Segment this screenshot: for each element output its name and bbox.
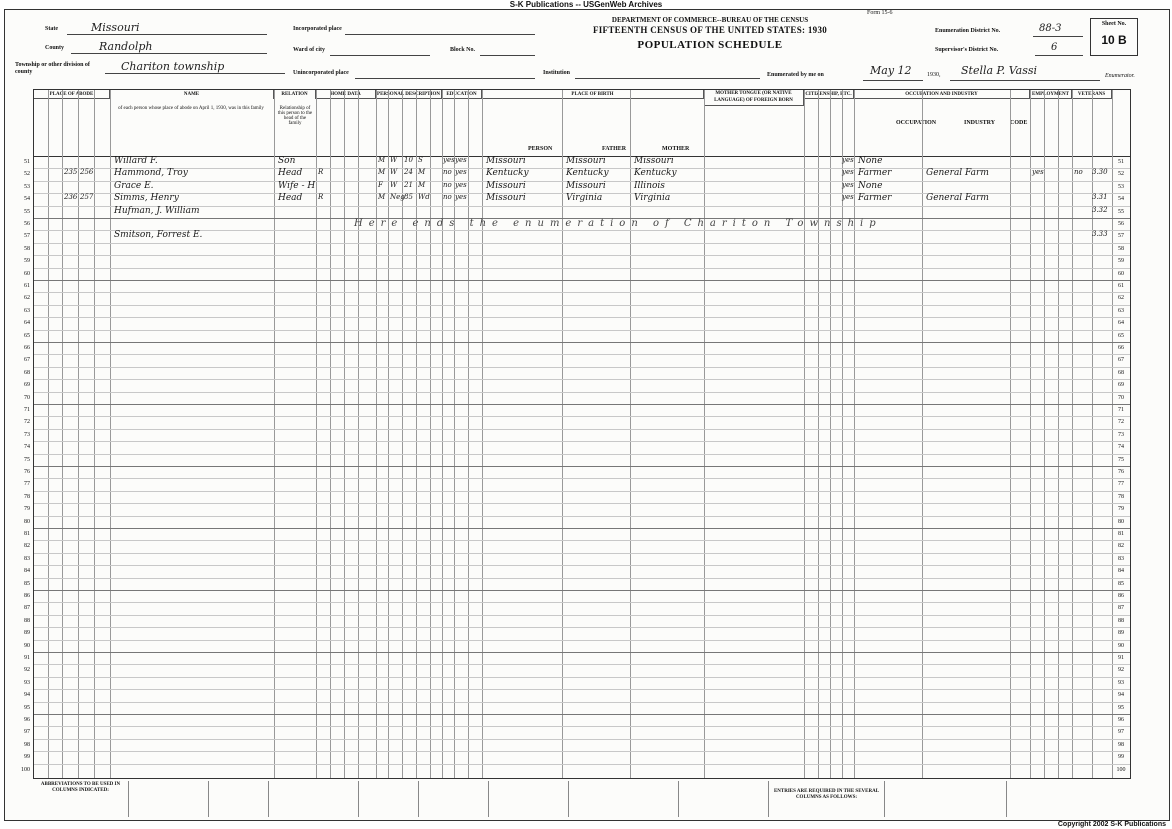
read-value: yes xyxy=(455,193,467,202)
line-number-right: 69 xyxy=(1118,382,1124,389)
line-number-right: 81 xyxy=(1118,531,1124,537)
line-number-left: 58 xyxy=(24,245,30,252)
line-number-left: 54 xyxy=(24,196,30,203)
line-number-right: 71 xyxy=(1118,407,1124,413)
grid-row-line xyxy=(34,565,1130,566)
unincorporated-label: Unincorporated place xyxy=(293,70,349,76)
dwelling-number: 235 xyxy=(64,168,78,177)
occupation-value: None xyxy=(858,180,883,191)
line-number-left: 79 xyxy=(24,506,30,513)
line-number-left: 87 xyxy=(24,605,30,612)
group-home-data: HOME DATA xyxy=(316,90,376,99)
grid-row-line xyxy=(34,627,1130,628)
line-number-left: 61 xyxy=(24,283,30,289)
line-number-left: 60 xyxy=(24,270,30,277)
line-number-right: 66 xyxy=(1118,345,1124,351)
group-citizenship: CITIZENSHIP, ETC. xyxy=(804,90,854,99)
line-number-left: 69 xyxy=(24,382,30,389)
read-value: yes xyxy=(455,168,467,177)
line-number-right: 98 xyxy=(1118,741,1124,748)
line-number-right: 54 xyxy=(1118,196,1124,203)
group-employment: EMPLOYMENT xyxy=(1030,90,1072,99)
line-number-right: 87 xyxy=(1118,605,1124,612)
line-number-right: 91 xyxy=(1118,655,1124,661)
department-title: DEPARTMENT OF COMMERCE--BUREAU OF THE CENSUS xyxy=(611,16,809,24)
grid-row-line xyxy=(34,640,1130,641)
right-margin-code: 3.32 xyxy=(1092,205,1108,214)
county-label: County xyxy=(45,45,65,51)
archive-banner: S-K Publications -- USGenWeb Archives xyxy=(509,0,663,9)
line-number-right: 57 xyxy=(1118,233,1124,240)
grid-row-line xyxy=(34,379,1130,380)
line-number-left: 75 xyxy=(24,456,30,463)
line-number-right: 64 xyxy=(1118,320,1124,327)
english-value: yes xyxy=(842,156,854,164)
line-number-left: 77 xyxy=(24,481,30,488)
line-number-right: 94 xyxy=(1118,692,1124,699)
county-value: Randolph xyxy=(99,40,153,53)
home-tenure: R xyxy=(318,193,324,202)
grid-row-line xyxy=(34,441,1130,442)
sheet-value: 10 B xyxy=(1101,33,1127,47)
line-number-left: 85 xyxy=(24,580,30,587)
line-number-left: 80 xyxy=(24,518,30,525)
line-number-right: 62 xyxy=(1118,295,1124,302)
line-number-left: 89 xyxy=(24,630,30,637)
right-margin-code: 3.33 xyxy=(1092,230,1108,239)
line-number-right: 85 xyxy=(1118,580,1124,587)
relation-value: Son xyxy=(278,156,296,166)
line-number-left: 78 xyxy=(24,493,30,500)
form-number: Form 15-6 xyxy=(867,10,893,16)
grid-row-line xyxy=(34,330,1130,331)
abbreviations-title: ABBREVIATIONS TO BE USED IN COLUMNS INDICATED: xyxy=(33,781,129,817)
grid-row-line xyxy=(34,578,1130,579)
line-number-left: 59 xyxy=(24,258,30,265)
township-label: Township or other division of county xyxy=(15,62,90,75)
line-number-right: 96 xyxy=(1118,717,1124,723)
grid-row-line xyxy=(34,292,1130,293)
line-number-left: 83 xyxy=(24,555,30,562)
supervisor-value: 6 xyxy=(1051,42,1058,53)
race-value: Neg xyxy=(390,193,405,202)
line-number-right: 82 xyxy=(1118,543,1124,550)
group-place-of-birth: PLACE OF BIRTH xyxy=(482,90,704,99)
person-name: Hufman, J. William xyxy=(114,205,200,216)
family-number: 256 xyxy=(80,168,94,177)
grid-row-line xyxy=(34,255,1130,256)
line-number-left: 82 xyxy=(24,543,30,550)
grid-row-line xyxy=(34,354,1130,355)
line-number-right: 90 xyxy=(1118,642,1124,649)
sex-value: M xyxy=(378,168,386,177)
school-value: yes xyxy=(443,156,455,164)
birthplace-father: Missouri xyxy=(566,180,606,191)
english-value: yes xyxy=(842,168,854,177)
marital-value: Wd xyxy=(418,193,430,202)
grid-row-line xyxy=(34,454,1130,455)
line-number-left: 88 xyxy=(24,617,30,624)
industry-value: General Farm xyxy=(926,168,989,179)
grid-row-line xyxy=(34,590,1130,591)
marital-value: M xyxy=(418,168,426,177)
grid-row-line xyxy=(34,367,1130,368)
marital-value: M xyxy=(418,180,426,189)
race-value: W xyxy=(390,156,398,164)
line-number-right: 100 xyxy=(1116,766,1126,773)
race-value: W xyxy=(390,168,398,177)
marital-value: S xyxy=(418,156,423,164)
line-number-right: 59 xyxy=(1118,258,1124,265)
right-margin-code: 3.30 xyxy=(1092,168,1108,177)
grid-row-line xyxy=(34,429,1130,430)
person-name: Grace E. xyxy=(114,180,154,191)
dwelling-number: 236 xyxy=(64,193,78,202)
line-number-left: 67 xyxy=(24,357,30,364)
line-number-right: 55 xyxy=(1118,208,1124,215)
line-number-left: 94 xyxy=(24,692,30,699)
birthplace-mother: Kentucky xyxy=(634,168,677,179)
line-number-right: 92 xyxy=(1118,667,1124,674)
schedule-title: POPULATION SCHEDULE xyxy=(637,39,783,51)
line-number-left: 63 xyxy=(24,307,30,314)
grid-row-line xyxy=(34,714,1130,715)
age-value: 10 xyxy=(404,156,413,164)
line-number-right: 58 xyxy=(1118,245,1124,252)
line-number-right: 73 xyxy=(1118,431,1124,438)
birth-mother-head: MOTHER xyxy=(662,146,690,152)
person-name: Simms, Henry xyxy=(114,193,179,204)
grid-row-line xyxy=(34,317,1130,318)
state-value: Missouri xyxy=(91,21,140,34)
line-number-right: 88 xyxy=(1118,617,1124,624)
sheet-number-box xyxy=(1090,18,1138,56)
relation-column-desc: Relationship of this person to the head of the family xyxy=(277,106,313,126)
grid-row-line xyxy=(34,726,1130,727)
end-of-enumeration-remark: Here ends the enumeration of Chariton Township xyxy=(354,218,882,229)
family-number: 257 xyxy=(80,193,94,202)
grid-row-line xyxy=(34,342,1130,343)
home-tenure: R xyxy=(318,168,324,177)
grid-row-line xyxy=(34,652,1130,653)
birthplace-person: Missouri xyxy=(486,156,526,166)
birthplace-person: Missouri xyxy=(486,193,526,204)
group-personal: PERSONAL DESCRIPTION xyxy=(376,90,442,99)
group-relation: RELATION xyxy=(274,90,316,99)
grid-row-line xyxy=(34,764,1130,765)
line-number-right: 68 xyxy=(1118,369,1124,376)
grid-row-line xyxy=(34,702,1130,703)
grid-row-line xyxy=(34,615,1130,616)
person-name: Hammond, Troy xyxy=(114,168,188,179)
line-number-left: 100 xyxy=(21,766,30,773)
veteran-value: no xyxy=(1074,168,1083,177)
grid-row-line xyxy=(34,516,1130,517)
group-occupation: OCCUPATION AND INDUSTRY xyxy=(854,90,1030,99)
birth-father-head: FATHER xyxy=(602,146,627,152)
school-value: no xyxy=(443,180,452,189)
line-number-right: 95 xyxy=(1118,704,1124,711)
birthplace-mother: Illinois xyxy=(634,180,665,191)
enum-district-label: Enumeration District No. xyxy=(935,28,1001,34)
birthplace-father: Missouri xyxy=(566,156,606,166)
enumerator-label: Enumerator. xyxy=(1105,73,1135,79)
line-number-left: 86 xyxy=(24,593,30,599)
grid-row-line xyxy=(34,404,1130,405)
line-number-right: 75 xyxy=(1118,456,1124,463)
line-number-right: 99 xyxy=(1118,754,1124,761)
grid-row-line xyxy=(34,478,1130,479)
grid-row-line xyxy=(34,689,1130,690)
grid-row-line xyxy=(34,739,1130,740)
line-number-right: 79 xyxy=(1118,506,1124,513)
line-number-left: 97 xyxy=(24,729,30,736)
line-number-left: 96 xyxy=(24,717,30,723)
line-number-right: 84 xyxy=(1118,568,1124,575)
right-margin-code: 3.31 xyxy=(1092,193,1108,202)
birthplace-father: Virginia xyxy=(566,193,603,204)
read-value: yes xyxy=(455,180,467,189)
line-number-left: 72 xyxy=(24,419,30,426)
line-number-right: 74 xyxy=(1118,444,1124,451)
census-title: FIFTEENTH CENSUS OF THE UNITED STATES: 1930 xyxy=(592,25,828,35)
line-number-right: 93 xyxy=(1118,679,1124,686)
employment-value: yes xyxy=(1032,168,1044,177)
english-value: yes xyxy=(842,180,854,189)
grid-row-line xyxy=(34,503,1130,504)
institution-label: Institution xyxy=(543,70,571,76)
block-label: Block No. xyxy=(450,47,476,53)
line-number-left: 56 xyxy=(24,221,30,227)
line-number-left: 66 xyxy=(24,345,30,351)
line-number-left: 55 xyxy=(24,208,30,215)
enumerated-date: May 12 xyxy=(870,64,912,77)
line-number-left: 68 xyxy=(24,369,30,376)
enumerator-name: Stella P. Vassi xyxy=(961,64,1038,77)
age-value: 85 xyxy=(404,193,413,202)
grid-row-line xyxy=(34,305,1130,306)
industry-value: General Farm xyxy=(926,193,989,204)
sex-value: M xyxy=(378,193,386,202)
line-number-left: 64 xyxy=(24,320,30,327)
age-value: 24 xyxy=(404,168,413,177)
enum-district-value: 88-3 xyxy=(1039,23,1062,34)
line-number-right: 86 xyxy=(1118,593,1124,599)
relation-value: Head xyxy=(278,193,303,204)
occupation-value: Farmer xyxy=(858,193,892,204)
line-number-left: 53 xyxy=(24,183,30,190)
copyright-notice: Copyright 2002 S-K Publications xyxy=(1057,821,1166,828)
school-value: no xyxy=(443,168,452,177)
grid-row-line xyxy=(34,664,1130,665)
line-number-left: 90 xyxy=(24,642,30,649)
line-number-left: 76 xyxy=(24,469,30,475)
grid-row-line xyxy=(34,677,1130,678)
line-number-left: 95 xyxy=(24,704,30,711)
grid-row-line xyxy=(34,540,1130,541)
grid-row-line xyxy=(34,491,1130,492)
grid-row-line xyxy=(34,528,1130,529)
age-value: 21 xyxy=(404,180,413,189)
line-number-right: 80 xyxy=(1118,518,1124,525)
grid-row-line xyxy=(34,553,1130,554)
line-number-left: 71 xyxy=(24,407,30,413)
ward-label: Ward of city xyxy=(293,47,325,53)
line-number-right: 61 xyxy=(1118,283,1124,289)
industry-head: INDUSTRY xyxy=(964,120,996,126)
line-number-left: 84 xyxy=(24,568,30,575)
enumerated-year: 1930, xyxy=(927,72,941,78)
incorporated-label: Incorporated place xyxy=(293,26,342,32)
line-number-left: 99 xyxy=(24,754,30,761)
birthplace-person: Missouri xyxy=(486,180,526,191)
grid-row-line xyxy=(34,416,1130,417)
line-number-right: 77 xyxy=(1118,481,1124,488)
line-number-left: 52 xyxy=(24,171,30,178)
sex-value: F xyxy=(378,180,383,189)
line-number-left: 92 xyxy=(24,667,30,674)
grid-row-line xyxy=(34,466,1130,467)
group-mother-tongue: MOTHER TONGUE (OR NATIVE LANGUAGE) OF FOREIGN BORN xyxy=(704,90,804,106)
occupation-head: OCCUPATION xyxy=(896,120,937,126)
line-number-right: 70 xyxy=(1118,394,1124,401)
line-number-left: 74 xyxy=(24,444,30,451)
line-number-right: 83 xyxy=(1118,555,1124,562)
occupation-value: Farmer xyxy=(858,168,892,179)
birthplace-father: Kentucky xyxy=(566,168,609,179)
footer-instructions xyxy=(33,781,1129,821)
line-number-right: 63 xyxy=(1118,307,1124,314)
race-value: W xyxy=(390,180,398,189)
line-number-right: 89 xyxy=(1118,630,1124,637)
sex-value: M xyxy=(378,156,386,164)
birthplace-mother: Virginia xyxy=(634,193,671,204)
grid-row-line xyxy=(34,602,1130,603)
line-number-right: 53 xyxy=(1118,183,1124,190)
state-label: State xyxy=(45,26,58,32)
line-number-left: 91 xyxy=(24,655,30,661)
line-number-right: 97 xyxy=(1118,729,1124,736)
grid-row-line xyxy=(34,392,1130,393)
relation-value: Wife - H xyxy=(278,180,316,191)
line-number-left: 65 xyxy=(24,332,30,339)
read-value: yes xyxy=(455,156,467,164)
line-number-left: 57 xyxy=(24,233,30,240)
grid-row-line xyxy=(34,751,1130,752)
line-number-right: 52 xyxy=(1118,171,1124,178)
birth-person-head: PERSON xyxy=(528,146,553,152)
line-number-right: 78 xyxy=(1118,493,1124,500)
group-place-of-abode: PLACE OF ABODE xyxy=(34,90,110,99)
line-number-left: 93 xyxy=(24,679,30,686)
line-number-left: 51 xyxy=(24,159,30,165)
occupation-value: None xyxy=(858,156,883,166)
school-value: no xyxy=(443,193,452,202)
english-value: yes xyxy=(842,193,854,202)
person-name: Willard F. xyxy=(114,156,158,166)
group-name: NAME xyxy=(110,90,274,99)
grid-row-line xyxy=(34,243,1130,244)
line-number-left: 73 xyxy=(24,431,30,438)
birthplace-mother: Missouri xyxy=(634,156,674,166)
line-number-right: 72 xyxy=(1118,419,1124,426)
line-number-left: 62 xyxy=(24,295,30,302)
sheet-label: Sheet No. xyxy=(1101,21,1127,27)
township-value: Chariton township xyxy=(121,60,225,73)
grid-row-line xyxy=(34,268,1130,269)
line-number-left: 70 xyxy=(24,394,30,401)
line-number-right: 51 xyxy=(1118,159,1124,165)
name-column-desc: of each person whose place of abode on April 1, 1930, was in this family xyxy=(118,106,264,111)
code-head: CODE xyxy=(1010,120,1028,126)
entries-title: ENTRIES ARE REQUIRED IN THE SEVERAL COLUMNS AS FOLLOWS: xyxy=(769,781,885,817)
person-name: Smitson, Forrest E. xyxy=(114,230,203,241)
birthplace-person: Kentucky xyxy=(486,168,529,179)
grid-row-line xyxy=(34,280,1130,281)
line-number-right: 65 xyxy=(1118,332,1124,339)
census-sheet xyxy=(4,9,1170,821)
line-number-right: 76 xyxy=(1118,469,1124,475)
line-number-right: 60 xyxy=(1118,270,1124,277)
enumerated-label: Enumerated by me on xyxy=(767,72,824,78)
supervisor-label: Supervisor's District No. xyxy=(935,47,999,53)
group-education: EDUCATION xyxy=(442,90,482,99)
line-number-right: 67 xyxy=(1118,357,1124,364)
line-number-right: 56 xyxy=(1118,221,1124,227)
population-grid xyxy=(21,89,1131,779)
line-number-left: 81 xyxy=(24,531,30,537)
relation-value: Head xyxy=(278,168,303,179)
group-veterans: VETERANS xyxy=(1072,90,1112,99)
line-number-left: 98 xyxy=(24,741,30,748)
